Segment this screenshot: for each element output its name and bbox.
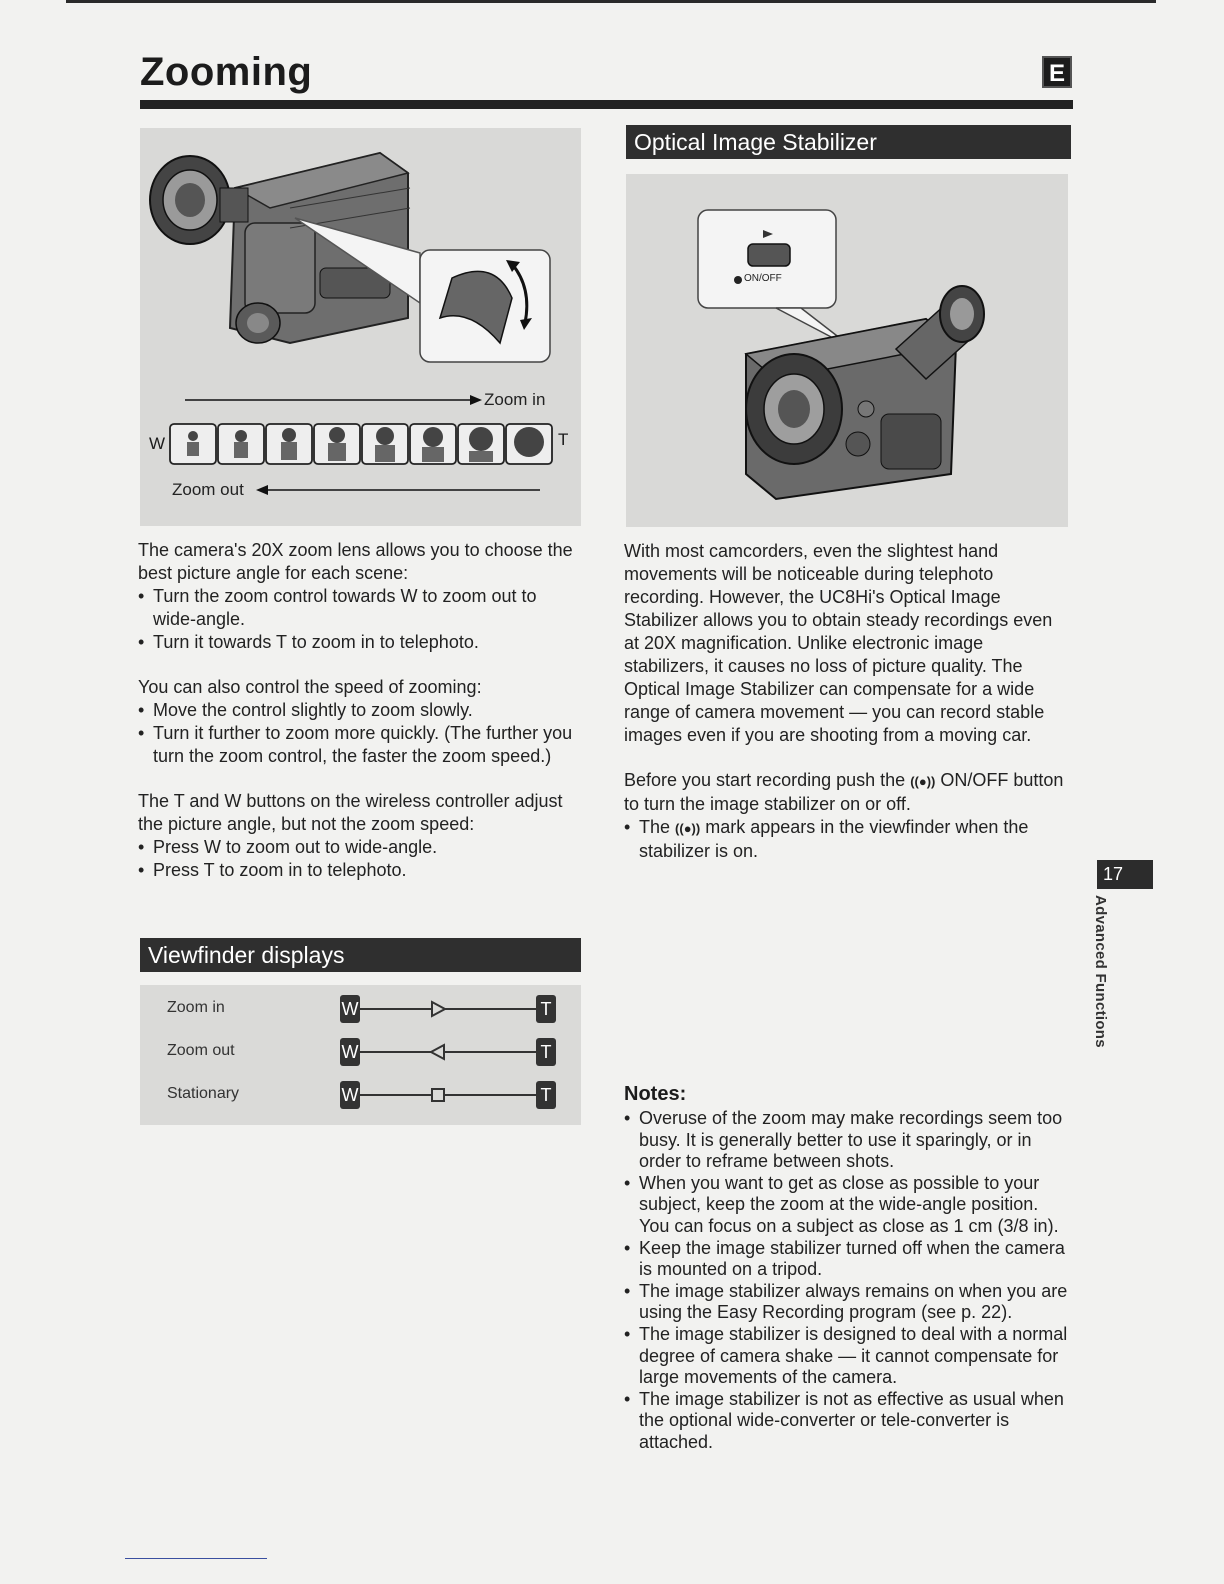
arrow-right-icon — [428, 999, 448, 1019]
zoom-in-label: Zoom in — [484, 390, 546, 409]
zoom-intro: The camera's 20X zoom lens allows you to choose the best picture angle for each scene: — [138, 540, 573, 583]
stabilizer-illustration — [626, 174, 1068, 527]
page-title: Zooming — [140, 50, 313, 94]
wide-cap: W — [340, 995, 360, 1023]
zoom-intro-list — [138, 585, 583, 654]
list-item: • Move the control slightly to zoom slowly. — [138, 699, 583, 722]
note-item: • When you want to get as close as possible to your subject, keep the zoom at the wide-angle position. You can focus on a subject as close as 1 cm (3/8 in). — [624, 1173, 1070, 1238]
camcorder-zoom-drawing — [140, 128, 581, 526]
list-item: • The ((●)) mark appears in the viewfinder when the stabilizer is on. — [624, 816, 1069, 863]
zoom-indicator — [340, 1038, 556, 1068]
zoom-speed-list — [138, 699, 583, 768]
language-badge: E — [1042, 56, 1072, 88]
note-item: • Overuse of the zoom may make recordings seem too busy. It is generally better to use it sparingly, or in order to reframe between shots. — [624, 1108, 1070, 1173]
top-border — [66, 0, 1156, 3]
wide-label: W — [149, 434, 166, 453]
wireless-intro: The T and W buttons on the wireless controller adjust the picture angle, but not the zoom speed: — [138, 791, 563, 834]
note-item: • The image stabilizer always remains on when you are using the Easy Recording program (see p. 22). — [624, 1281, 1070, 1324]
list-item: • Turn it further to zoom more quickly. (The further you turn the zoom control, the faster the zoom speed.) — [138, 722, 583, 768]
stabilizer-paragraph: With most camcorders, even the slightest hand movements will be noticeable during telephoto recording. However, the UC8Hi's Optical Image Stabilizer allows you to obtain steady recordings even at 20X magnification. Unlike electronic image stabilizers, it causes no loss of picture quality. The Optical Image Stabilizer can compensate for a wide range of camera movement — you can record stable images even if you are shooting from a moving car. — [624, 541, 1053, 745]
wireless-list — [138, 836, 583, 882]
stabilizer-description — [624, 540, 1069, 863]
wide-cap: W — [340, 1081, 360, 1109]
camcorder-stabilizer-drawing — [626, 174, 1068, 527]
arrow-left-icon — [428, 1042, 448, 1062]
stabilizer-button-label: ON/OFF — [744, 273, 782, 284]
zoom-illustration — [140, 128, 581, 526]
note-item: • The image stabilizer is designed to deal with a normal degree of camera shake — it cannot compensate for large movements of the camera. — [624, 1324, 1070, 1389]
note-item: • Keep the image stabilizer turned off when the camera is mounted on a tripod. — [624, 1238, 1070, 1281]
stabilizer-onoff-paragraph: Before you start recording push the ((●)) ON/OFF button to turn the image stabilizer on or off. — [624, 770, 1064, 814]
viewfinder-label: Stationary — [167, 1085, 240, 1102]
zoom-indicator — [340, 1081, 556, 1111]
footer-line — [125, 1558, 267, 1559]
viewfinder-row-stationary — [140, 1077, 581, 1117]
section-side-label: Advanced Functions — [1092, 895, 1109, 1048]
page-number-tab: 17 — [1097, 860, 1153, 889]
list-item: • Press T to zoom in to telephoto. — [138, 859, 583, 882]
tele-cap: T — [536, 1038, 556, 1066]
tele-label: T — [558, 430, 569, 449]
viewfinder-table — [140, 985, 581, 1125]
stabilizer-list — [624, 816, 1069, 863]
tele-cap: T — [536, 995, 556, 1023]
note-item: • The image stabilizer is not as effective as usual when the optional wide-converter or tele-converter is attached. — [624, 1389, 1070, 1454]
zoom-description — [138, 539, 583, 882]
zoom-frames — [170, 424, 552, 464]
title-rule — [140, 100, 1073, 109]
notes-list — [624, 1108, 1070, 1454]
viewfinder-row-zoom-out — [140, 1034, 581, 1074]
zoom-indicator — [340, 995, 556, 1025]
list-item: • Press W to zoom out to wide-angle. — [138, 836, 583, 859]
list-item: • Turn it towards T to zoom in to telephoto. — [138, 631, 583, 654]
viewfinder-label: Zoom out — [167, 1042, 235, 1059]
stabilizer-icon: ((●)) — [675, 821, 701, 836]
square-icon — [428, 1085, 448, 1105]
zoom-out-label: Zoom out — [172, 480, 244, 499]
viewfinder-row-zoom-in — [140, 991, 581, 1031]
notes-list-container — [624, 1108, 1070, 1454]
viewfinder-heading: Viewfinder displays — [140, 938, 581, 972]
tele-cap: T — [536, 1081, 556, 1109]
zoom-speed-intro: You can also control the speed of zooming: — [138, 677, 482, 697]
list-item: • Turn the zoom control towards W to zoom out to wide-angle. — [138, 585, 583, 631]
stabilizer-icon: ((●)) — [910, 774, 936, 789]
stabilizer-heading: Optical Image Stabilizer — [626, 125, 1071, 159]
wide-cap: W — [340, 1038, 360, 1066]
notes-heading: Notes: — [624, 1083, 687, 1105]
viewfinder-label: Zoom in — [167, 999, 225, 1016]
